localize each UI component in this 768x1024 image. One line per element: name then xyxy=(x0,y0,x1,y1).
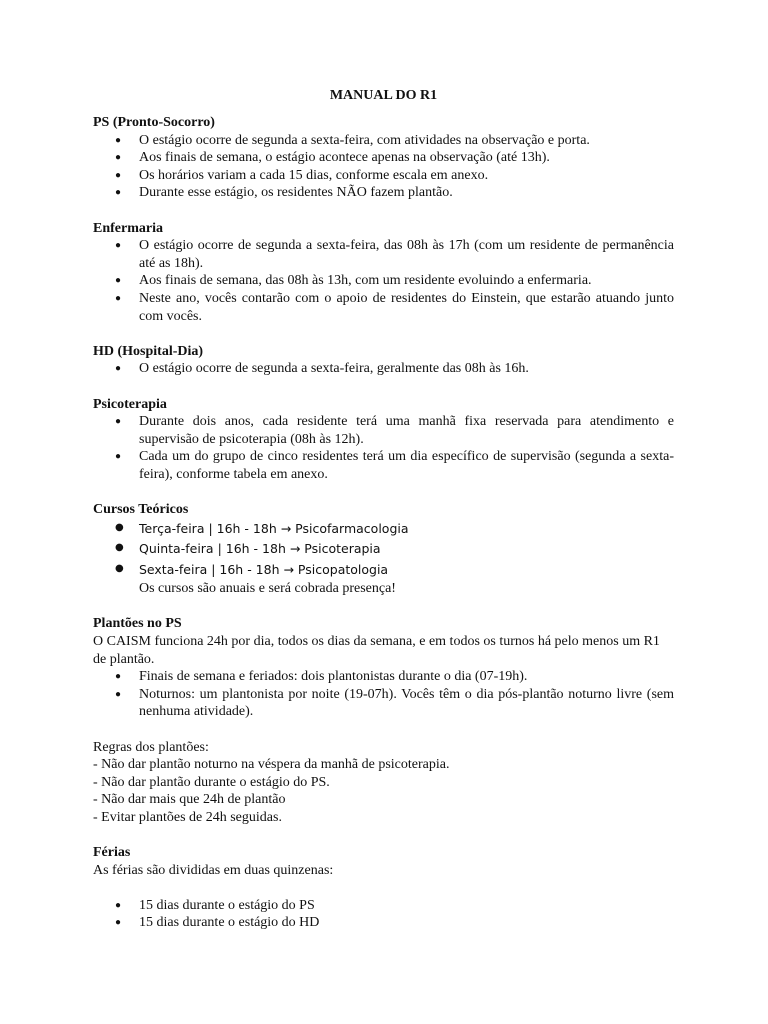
bullet-item: ● 15 dias durante o estágio do HD xyxy=(93,914,674,932)
bullet-item: ● 15 dias durante o estágio do PS xyxy=(93,897,674,915)
document-page xyxy=(93,80,674,932)
bullet-item: ● Terça-feira | 16h - 18h → Psicofarmacologia xyxy=(93,519,674,540)
regras-line: - Não dar plantão durante o estágio do PS. xyxy=(93,774,330,790)
section-heading-enfermaria: Enfermaria xyxy=(93,220,163,236)
section-hd xyxy=(93,343,674,378)
section-psicoterapia xyxy=(93,396,674,484)
bullet-item: ● O estágio ocorre de segunda a sexta-feira, com atividades na observação e porta. xyxy=(93,132,674,150)
section-cursos xyxy=(93,501,674,598)
bullet-list-psicoterapia xyxy=(93,413,674,483)
bullet-item: ● Os horários variam a cada 15 dias, conforme escala em anexo. xyxy=(93,167,674,185)
cursos-note: Os cursos são anuais e será cobrada presença! xyxy=(139,581,396,597)
section-ferias xyxy=(93,844,674,932)
bullet-list-enfermaria xyxy=(93,237,674,325)
ferias-intro: As férias são divididas em duas quinzenas: xyxy=(93,862,334,878)
section-heading-ferias: Férias xyxy=(93,845,131,861)
bullet-item: ● Cada um do grupo de cinco residentes terá um dia específico de supervisão (segunda a sexta-feira), conforme tabela em anexo. xyxy=(93,448,674,483)
regras-line: - Não dar plantão noturno na véspera da manhã de psicoterapia. xyxy=(93,757,450,773)
bullet-list-ferias xyxy=(93,897,674,932)
section-ps xyxy=(93,114,674,202)
document-title: MANUAL DO R1 xyxy=(329,88,438,103)
section-heading-cursos: Cursos Teóricos xyxy=(93,502,189,518)
section-heading-hd: HD (Hospital-Dia) xyxy=(93,343,204,359)
bullet-list-ps xyxy=(93,132,674,202)
bullet-item: ● Finais de semana e feriados: dois plantonistas durante o dia (07-19h). xyxy=(93,668,674,686)
bullet-item: ● Durante esse estágio, os residentes NÃO fazem plantão. xyxy=(93,184,674,202)
regras-line: - Evitar plantões de 24h seguidas. xyxy=(93,809,282,825)
bullet-list-plantoes xyxy=(93,668,674,721)
section-heading-ps: PS (Pronto-Socorro) xyxy=(93,115,215,130)
bullet-item: ● Neste ano, vocês contarão com o apoio de residentes do Einstein, que estarão atuando junto com vocês. xyxy=(93,290,674,325)
bullet-item: ● Aos finais de semana, das 08h às 13h, com um residente evoluindo a enfermaria. xyxy=(93,272,674,290)
bullet-item: ● O estágio ocorre de segunda a sexta-feira, geralmente das 08h às 16h. xyxy=(93,360,674,378)
regras-heading: Regras dos plantões: xyxy=(93,739,209,755)
section-plantoes xyxy=(93,615,674,721)
section-enfermaria xyxy=(93,220,674,326)
section-heading-psicoterapia: Psicoterapia xyxy=(93,396,167,412)
section-heading-plantoes: Plantões no PS xyxy=(93,616,182,632)
bullet-list-cursos xyxy=(93,519,674,581)
bullet-item: ● Quinta-feira | 16h - 18h → Psicoterapia xyxy=(93,539,674,560)
plantoes-intro: O CAISM funciona 24h por dia, todos os dias da semana, e em todos os turnos há pelo menos um R1 de plantão. xyxy=(93,633,660,667)
bullet-item: ● O estágio ocorre de segunda a sexta-feira, das 08h às 17h (com um residente de permanência até as 18h). xyxy=(93,237,674,272)
regras-line: - Não dar mais que 24h de plantão xyxy=(93,792,286,808)
bullet-item: ● Aos finais de semana, o estágio acontece apenas na observação (até 13h). xyxy=(93,149,674,167)
section-regras xyxy=(93,739,674,827)
bullet-item: ● Noturnos: um plantonista por noite (19-07h). Vocês têm o dia pós-plantão noturno livre (sem nenhuma atividade). xyxy=(93,686,674,721)
bullet-item: ● Durante dois anos, cada residente terá uma manhã fixa reservada para atendimento e supervisão de psicoterapia (08h às 12h). xyxy=(93,413,674,448)
bullet-list-hd xyxy=(93,360,674,378)
bullet-item: ● Sexta-feira | 16h - 18h → Psicopatologia xyxy=(93,560,674,581)
